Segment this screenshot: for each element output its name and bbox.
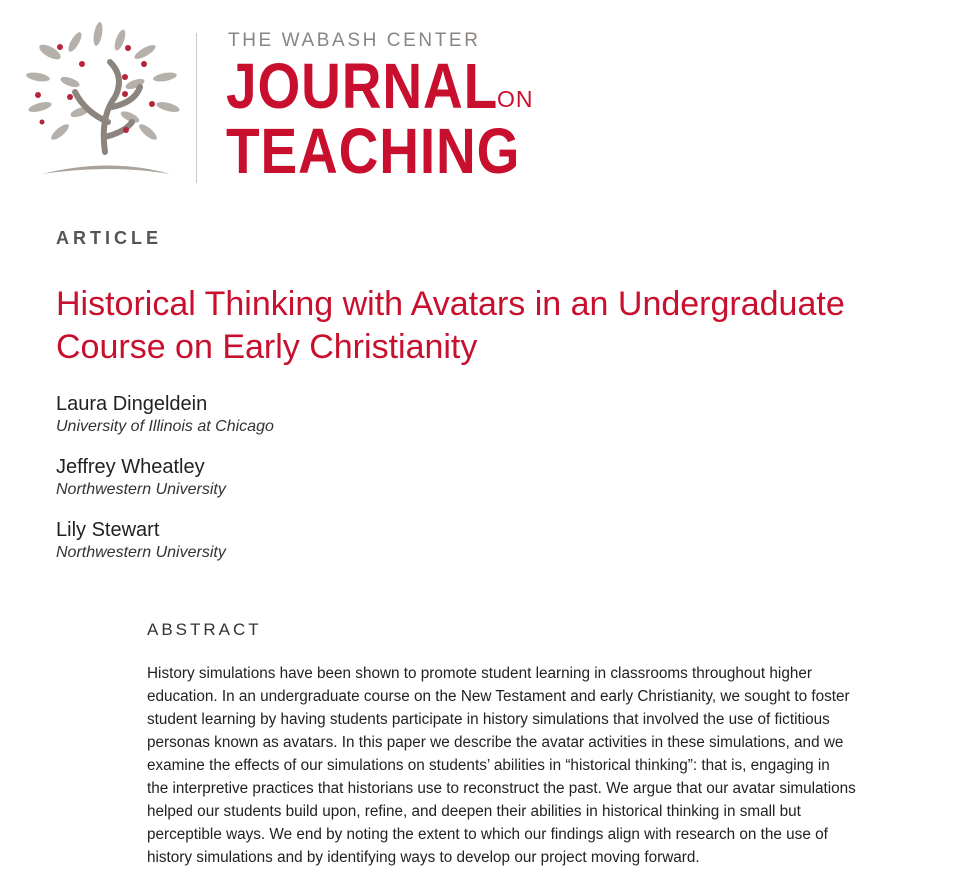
author-name: Jeffrey Wheatley — [56, 456, 205, 478]
abstract-line: personas known as avatars. In this paper we describe the avatar activities in these simulations, and we — [147, 734, 844, 751]
tree-logo-icon — [20, 22, 190, 182]
article-title — [56, 283, 845, 369]
abstract-line: helped our students build upon, refine, and deepen their abilities in historical thinking in small but — [147, 803, 801, 820]
title-line: Course on Early Christianity — [56, 328, 478, 366]
abstract-body — [147, 662, 856, 869]
abstract-line: the interpretive practices that historians use to reconstruct the past. We argue that our avatar simulations — [147, 780, 856, 797]
abstract-line: education. In an undergraduate course on the New Testament and early Christianity, we sought to foster — [147, 688, 850, 705]
author-affiliation: Northwestern University — [56, 544, 226, 561]
author-affiliation: University of Illinois at Chicago — [56, 418, 274, 435]
author-affiliation: Northwestern University — [56, 481, 226, 498]
logo-divider — [196, 33, 197, 183]
abstract-line: history simulations and by identifying ways to develop our project moving forward. — [147, 849, 700, 866]
author-name: Lily Stewart — [56, 519, 160, 541]
abstract-line: History simulations have been shown to promote student learning in classrooms throughout higher — [147, 665, 812, 682]
logo-journal: JOURNAL — [226, 50, 499, 122]
abstract-line: examine the effects of our simulations on students’ abilities in “historical thinking”: that is, engaging in — [147, 757, 830, 774]
title-line: Historical Thinking with Avatars in an Undergraduate — [56, 285, 845, 323]
author — [56, 518, 226, 564]
author — [56, 455, 226, 501]
article-label: ARTICLE — [56, 228, 162, 248]
author-name: Laura Dingeldein — [56, 393, 208, 415]
abstract-line: perceptible ways. We end by noting the extent to which our findings align with research on the use of — [147, 826, 828, 843]
logo-teaching: TEACHING — [226, 115, 521, 187]
abstract-line: student learning by having students participate in history simulations that involved the use of fictitious — [147, 711, 830, 728]
author — [56, 392, 274, 438]
abstract-heading: ABSTRACT — [147, 620, 262, 639]
logo-on: ON — [497, 86, 534, 112]
logo-wabash-center: THE WABASH CENTER — [228, 30, 481, 51]
